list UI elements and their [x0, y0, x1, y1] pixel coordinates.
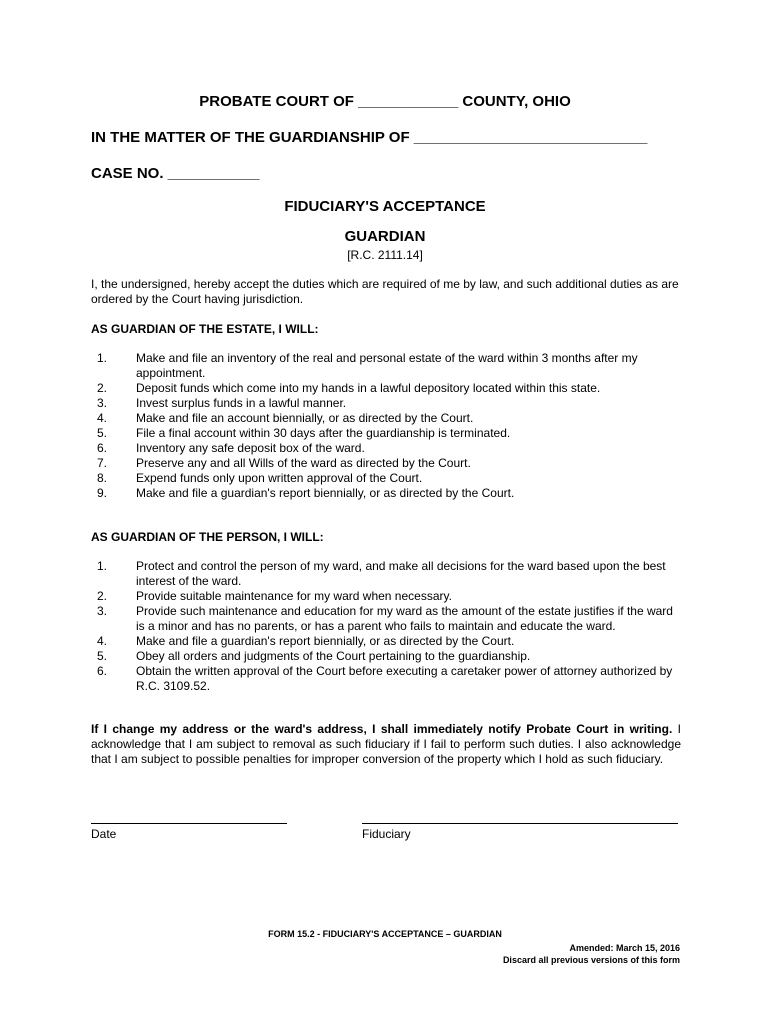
item-text: Provide suitable maintenance for my ward when necessary. [136, 589, 452, 603]
date-label: Date [91, 827, 117, 841]
item-text: Make and file an inventory of the real and personal estate of the ward within 3 months after my appointment. [136, 351, 638, 380]
item-text: Provide such maintenance and education for my ward as the amount of the estate justifies if the ward is a minor and has no parents, or has a parent who fails to maintain and educate the ward. [136, 604, 673, 633]
item-number: 2. [97, 381, 108, 395]
list-item [91, 664, 681, 694]
date-signature-line[interactable] [91, 823, 287, 824]
item-number: 2. [97, 589, 108, 603]
estate-heading: AS GUARDIAN OF THE ESTATE, I WILL: [91, 322, 319, 336]
notification-bold: If I change my address or the ward's address, I shall immediately notify Probate Court in writing. [91, 722, 673, 736]
item-text: Obtain the written approval of the Court before executing a caretaker power of attorney authorized by R.C. 3109.52. [136, 664, 673, 693]
list-item [91, 486, 681, 501]
item-number: 5. [97, 426, 108, 440]
amended-date: Amended: March 15, 2016 [569, 943, 680, 953]
list-item [91, 396, 681, 411]
item-text: Deposit funds which come into my hands in a lawful depository located within this state. [136, 381, 601, 395]
item-text: Preserve any and all Wills of the ward as directed by the Court. [136, 456, 471, 470]
list-item [91, 351, 681, 381]
item-text: Protect and control the person of my ward, and make all decisions for the ward based upon the best interest of the ward. [136, 559, 666, 588]
item-number: 1. [97, 351, 108, 365]
list-item [91, 634, 681, 649]
list-item [91, 649, 681, 664]
list-item [91, 604, 681, 634]
case-number [91, 165, 259, 182]
person-duties-list [91, 559, 681, 694]
intro-paragraph: I, the undersigned, hereby accept the duties which are required of me by law, and such additional duties as are ordered by the Court having jurisdiction. [91, 277, 679, 306]
item-number: 3. [97, 396, 108, 410]
item-number: 1. [97, 559, 108, 573]
item-text: Invest surplus funds in a lawful manner. [136, 396, 347, 410]
item-text: Inventory any safe deposit box of the ward. [136, 441, 365, 455]
case-number-label: CASE NO [91, 165, 160, 182]
matter-heading: IN THE MATTER OF THE GUARDIANSHIP OF ____________________________ [91, 129, 648, 146]
list-item [91, 426, 681, 441]
item-number: 5. [97, 649, 108, 663]
item-number: 6. [97, 664, 108, 678]
item-number: 4. [97, 411, 108, 425]
form-footer: FORM 15.2 - FIDUCIARY'S ACCEPTANCE – GUARDIAN [268, 929, 502, 939]
form-subtitle: GUARDIAN [344, 228, 426, 245]
case-number-blank: . ___________ [159, 165, 260, 182]
list-item [91, 589, 681, 604]
item-number: 8. [97, 471, 108, 485]
statute-reference: [R.C. 2111.14] [347, 248, 423, 262]
item-text: Make and file an account biennially, or as directed by the Court. [136, 411, 474, 425]
list-item [91, 471, 681, 486]
item-text: Make and file a guardian's report biennially, or as directed by the Court. [136, 634, 515, 648]
item-number: 6. [97, 441, 108, 455]
item-text: Expend funds only upon written approval of the Court. [136, 471, 423, 485]
court-heading: PROBATE COURT OF ____________ COUNTY, OHIO [199, 93, 571, 110]
list-item [91, 559, 681, 589]
item-number: 7. [97, 456, 108, 470]
form-title: FIDUCIARY'S ACCEPTANCE [284, 198, 486, 215]
fiduciary-signature-line[interactable] [362, 823, 678, 824]
item-number: 9. [97, 486, 108, 500]
person-heading: AS GUARDIAN OF THE PERSON, I WILL: [91, 530, 324, 544]
item-text: File a final account within 30 days after the guardianship is terminated. [136, 426, 511, 440]
item-text: Make and file a guardian's report biennially, or as directed by the Court. [136, 486, 515, 500]
item-number: 4. [97, 634, 108, 648]
fiduciary-label: Fiduciary [362, 827, 411, 841]
list-item [91, 411, 681, 426]
discard-notice: Discard all previous versions of this form [502, 955, 680, 965]
list-item [91, 441, 681, 456]
notification-rest: I acknowledge that I am subject to removal as such fiduciary if I fail to perform such duties. I also acknowledge that I am subject to possible penalties for improper conversion of the property which I hold as such fiduciary. [91, 722, 682, 766]
notification-paragraph [91, 722, 681, 767]
estate-duties-list [91, 351, 681, 501]
list-item [91, 456, 681, 471]
list-item [91, 381, 681, 396]
item-number: 3. [97, 604, 108, 618]
item-text: Obey all orders and judgments of the Court pertaining to the guardianship. [136, 649, 531, 663]
